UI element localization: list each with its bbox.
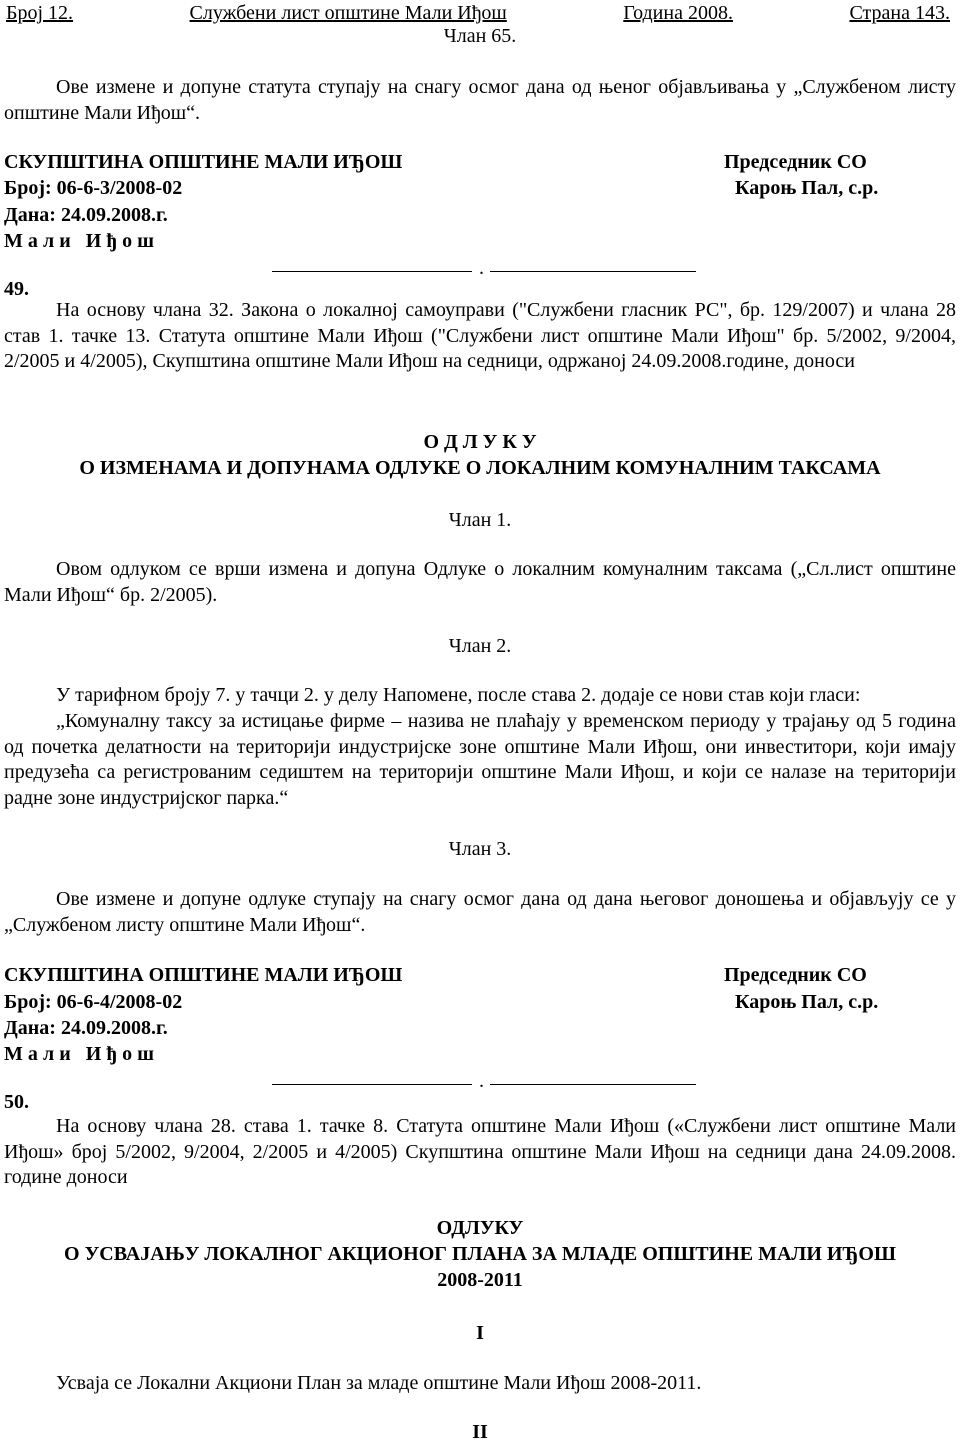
assembly-name-2: СКУПШТИНА ОПШТИНЕ МАЛИ ИЂОШ: [4, 964, 403, 986]
item-50-intro: [4, 1114, 956, 1191]
article-1-text: [4, 557, 956, 608]
article-65-heading: Члан 65.: [443, 25, 517, 47]
item-49-number: 49.: [4, 278, 29, 300]
issue-number: Број 12.: [6, 2, 74, 24]
decision-2-subtitle: О УСВАЈАЊУ ЛОКАЛНОГ АКЦИОНОГ ПЛАНА ЗА МЛАДЕ ОПШТИНЕ МАЛИ ИЂОШ: [64, 1243, 896, 1265]
article-3-heading: Члан 3.: [448, 838, 512, 860]
article-2-body: У тарифном броју 7. у тачци 2. у делу Напомене, после става 2. додаје се нови став који гласи:: [56, 684, 861, 706]
signature-dot-2: .: [479, 1070, 484, 1092]
year: Година 2008.: [623, 2, 733, 24]
signature-line-left: [272, 271, 472, 272]
article-1-body: Овом одлуком се врши измена и допуна Одлуке о локалним комуналним таксама („Сл.лист општине Мали Иђош“ бр. 2/2005).: [4, 558, 956, 606]
section-1-text: Усваја се Локални Акциони План за младе општине Мали Иђош 2008-2011.: [56, 1372, 702, 1394]
signature-dot: .: [479, 257, 484, 279]
section-1-heading: I: [476, 1322, 484, 1344]
article-2-quote: [4, 709, 956, 811]
signature-line-right-2: [490, 1084, 696, 1085]
item-50-intro-text: На основу члана 28. става 1. тачке 8. Статута општине Мали Иђош («Службени лист општине Мали Иђош» број 5/2002, 9/2004, 2/2005 и 4/2005) Скупштина општине Мали Иђош на седници дана 24.09.2008. године доноси: [4, 1115, 956, 1188]
document-number: Број: 06-6-3/2008-02: [4, 177, 183, 199]
chair-name: Кароњ Пал, с.р.: [735, 177, 879, 199]
document-date: Дана: 24.09.2008.г.: [4, 204, 168, 226]
chair-name-2: Кароњ Пал, с.р.: [735, 991, 879, 1013]
document-place: Мали Иђош: [4, 230, 159, 252]
chair-title: Председник СО: [724, 151, 867, 173]
signature-line-right: [490, 271, 696, 272]
article-65-body: Ове измене и допуне статута ступају на снагу осмог дана од њеног објављивања у „Службеном листу општине Мали Иђош“.: [4, 76, 956, 124]
article-2-text: [4, 683, 956, 709]
article-65-text: [4, 75, 956, 126]
page-number: Страна 143.: [849, 2, 950, 24]
article-3-text: [4, 887, 956, 938]
document-date-2: Дана: 24.09.2008.г.: [4, 1017, 168, 1039]
decision-subtitle: О ИЗМЕНАМА И ДОПУНАМА ОДЛУКЕ О ЛОКАЛНИМ КОМУНАЛНИМ ТАКСАМА: [79, 457, 881, 479]
decision-2-title: ОДЛУКУ: [436, 1217, 524, 1239]
signature-line-left-2: [272, 1084, 472, 1085]
article-1-heading: Члан 1.: [448, 509, 512, 531]
section-2-heading: II: [472, 1421, 488, 1443]
decision-title: О Д Л У К У: [423, 431, 537, 453]
chair-title-2: Председник СО: [724, 964, 867, 986]
decision-2-years: 2008-2011: [437, 1269, 523, 1291]
document-number-2: Број: 06-6-4/2008-02: [4, 991, 183, 1013]
article-3-body: Ове измене и допуне одлуке ступају на снагу осмог дана од дана његовог доношења и објављују се у „Службеном листу општине Мали Иђош“.: [4, 888, 956, 936]
item-50-number: 50.: [4, 1091, 29, 1113]
document-place-2: Мали Иђош: [4, 1043, 159, 1065]
assembly-name: СКУПШТИНА ОПШТИНЕ МАЛИ ИЂОШ: [4, 151, 403, 173]
article-2-heading: Члан 2.: [448, 635, 512, 657]
article-2-quote-text: „Комуналну таксу за истицање фирме – назива не плаћају у временском периоду у трајању од 5 година од почетка делатности на територији индустријске зоне општине Мали Иђош, они инвеститори, који имају предузећа са регистрованим седиштем на територији општине Мали Иђош, и који се налазе на територији радне зоне индустријског парка.“: [4, 710, 956, 809]
page-header: [6, 2, 950, 24]
item-49-intro-text: На основу члана 32. Закона о локалној самоуправи ("Службени гласник РС", бр. 129/2007) и члана 28 став 1. тачке 13. Статута општине Мали Иђош ("Службени лист општине Мали Иђош" бр. 5/2002, 9/2004, 2/2005 и 4/2005), Скупштина општине Мали Иђош на седници, одржаној 24.09.2008.године, доноси: [4, 299, 956, 372]
item-49-intro: [4, 298, 956, 375]
publication-title: Службени лист општине Мали Иђош: [189, 2, 507, 24]
